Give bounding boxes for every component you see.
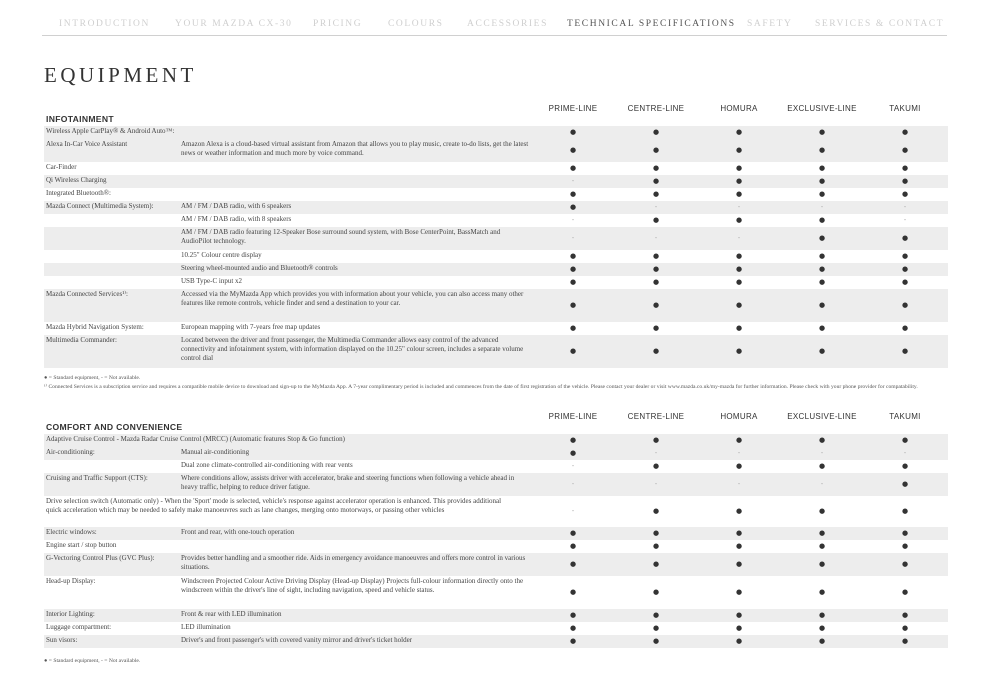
- row-description: AM / FM / DAB radio featuring 12-Speaker Bose surround sound system, with Bose CenterPoint, BassMatch and AudioPilot technology.: [181, 228, 501, 245]
- not-available-mark: -: [737, 233, 741, 242]
- table-row: [44, 635, 948, 648]
- infotainment-footnote: ¹⁾ Connected Services is a subscription service and requires a compatible mobile device to download and sign-up to the MyMazda App. A 7-year complimentary period is included and commences from the date of first registration of the vehicle. Please contact your dealer or visit www.mazda.co.uk/my-mazda for further information. Please check with your phone provider for compatability.: [44, 384, 918, 390]
- standard-mark: ●: [818, 323, 826, 332]
- nav-tab-introduction[interactable]: INTRODUCTION: [59, 19, 150, 29]
- table-row: [44, 322, 948, 335]
- not-available-mark: -: [571, 506, 575, 515]
- row-description: Steering wheel-mounted audio and Bluetooth® controls: [181, 264, 338, 272]
- standard-mark: ●: [652, 528, 660, 537]
- grade-header-takumi: TAKUMI: [889, 412, 921, 421]
- standard-mark: ●: [569, 189, 577, 198]
- standard-mark: ●: [901, 323, 909, 332]
- standard-mark: ●: [901, 264, 909, 273]
- standard-mark: ●: [652, 163, 660, 172]
- standard-mark: ●: [901, 163, 909, 172]
- row-label: Engine start / stop button: [46, 541, 117, 549]
- standard-mark: ●: [569, 163, 577, 172]
- page-title: EQUIPMENT: [44, 63, 197, 87]
- standard-mark: ●: [818, 127, 826, 136]
- nav-tab-your-mazda-cx-30[interactable]: YOUR MAZDA CX-30: [175, 19, 293, 29]
- row-label: Interior Lighting:: [46, 610, 95, 618]
- table-row: [44, 214, 948, 227]
- standard-mark: ●: [735, 587, 743, 596]
- standard-mark: ●: [901, 145, 909, 154]
- standard-mark: ●: [818, 145, 826, 154]
- standard-mark: ●: [652, 323, 660, 332]
- not-available-mark: -: [903, 215, 907, 224]
- standard-mark: ●: [652, 435, 660, 444]
- row-description: Windscreen Projected Colour Active Driving Display (Head-up Display) Projects full-colour information directly onto the windscreen within the driver's line of sight, including navigation, speed and vehicle status.: [181, 577, 524, 594]
- standard-mark: ●: [735, 163, 743, 172]
- not-available-mark: -: [903, 448, 907, 457]
- grade-header-homura: HOMURA: [720, 104, 758, 113]
- row-label: Multimedia Commander:: [46, 336, 117, 344]
- standard-mark: ●: [652, 127, 660, 136]
- not-available-mark: -: [571, 233, 575, 242]
- table-row: [44, 276, 948, 289]
- row-label: Drive selection switch (Automatic only) - When the 'Sport' mode is selected, vehicle's response against accelerator operation is enhanced. This provides additional quick acceleration which may be needed to safely make manoeuvres such as lane changes, merging onto motorways, or passing other vehicles: [46, 497, 502, 514]
- row-description: Amazon Alexa is a cloud-based virtual assistant from Amazon that allows you to play music, create to-do lists, get the latest news or weather information and much more by voice command.: [181, 140, 529, 157]
- standard-mark: ●: [569, 623, 577, 632]
- standard-mark: ●: [818, 251, 826, 260]
- standard-mark: ●: [569, 127, 577, 136]
- table-row: [44, 473, 948, 496]
- grade-header-homura: HOMURA: [720, 412, 758, 421]
- infotainment-section: [44, 104, 948, 394]
- row-description: USB Type-C input x2: [181, 277, 243, 285]
- standard-mark: ●: [652, 264, 660, 273]
- not-available-mark: -: [820, 479, 824, 488]
- row-label: Mazda Connect (Multimedia System):: [46, 202, 154, 210]
- row-label: Integrated Bluetooth®:: [46, 189, 111, 197]
- standard-mark: ●: [818, 636, 826, 645]
- standard-mark: ●: [818, 541, 826, 550]
- standard-mark: ●: [818, 587, 826, 596]
- row-label: Alexa In-Car Voice Assistant: [46, 140, 128, 148]
- row-description: European mapping with 7-years free map updates: [181, 323, 321, 331]
- comfort-section: [44, 412, 948, 652]
- standard-mark: ●: [652, 251, 660, 260]
- row-description: Driver's and front passenger's with covered vanity mirror and driver's ticket holder: [181, 636, 413, 644]
- standard-mark: ●: [818, 163, 826, 172]
- nav-tab-services-contact[interactable]: SERVICES & CONTACT: [815, 19, 945, 29]
- standard-mark: ●: [901, 610, 909, 619]
- standard-mark: ●: [569, 202, 577, 211]
- table-row: [44, 496, 948, 527]
- standard-mark: ●: [901, 559, 909, 568]
- standard-mark: ●: [818, 300, 826, 309]
- standard-mark: ●: [735, 636, 743, 645]
- standard-mark: ●: [818, 528, 826, 537]
- standard-mark: ●: [901, 636, 909, 645]
- grade-header-prime-line: PRIME-LINE: [548, 104, 598, 113]
- not-available-mark: -: [571, 215, 575, 224]
- standard-mark: ●: [735, 145, 743, 154]
- standard-mark: ●: [735, 528, 743, 537]
- standard-mark: ●: [652, 636, 660, 645]
- not-available-mark: -: [820, 202, 824, 211]
- standard-mark: ●: [569, 587, 577, 596]
- row-label: Mazda Hybrid Navigation System:: [46, 323, 144, 331]
- standard-mark: ●: [735, 435, 743, 444]
- not-available-mark: -: [654, 479, 658, 488]
- standard-mark: ●: [652, 215, 660, 224]
- standard-mark: ●: [901, 300, 909, 309]
- standard-mark: ●: [818, 215, 826, 224]
- standard-mark: ●: [569, 610, 577, 619]
- standard-mark: ●: [735, 346, 743, 355]
- standard-mark: ●: [818, 346, 826, 355]
- standard-mark: ●: [901, 587, 909, 596]
- table-row: [44, 250, 948, 263]
- standard-mark: ●: [735, 215, 743, 224]
- row-label: Adaptive Cruise Control - Mazda Radar Cruise Control (MRCC) (Automatic features Stop & Go function): [46, 435, 346, 443]
- not-available-mark: -: [737, 202, 741, 211]
- standard-mark: ●: [569, 300, 577, 309]
- standard-mark: ●: [901, 623, 909, 632]
- table-row: [44, 434, 948, 447]
- row-label: Electric windows:: [46, 528, 97, 536]
- grade-header-centre-line: CENTRE-LINE: [627, 412, 685, 421]
- table-row: [44, 139, 948, 162]
- row-label: Mazda Connected Services¹⁾:: [46, 290, 128, 298]
- standard-mark: ●: [818, 189, 826, 198]
- table-row: [44, 460, 948, 473]
- standard-mark: ●: [901, 541, 909, 550]
- standard-mark: ●: [569, 277, 577, 286]
- standard-mark: ●: [818, 176, 826, 185]
- table-row: [44, 540, 948, 553]
- not-available-mark: -: [903, 202, 907, 211]
- table-row: [44, 609, 948, 622]
- standard-mark: ●: [901, 506, 909, 515]
- row-description: LED illumination: [181, 623, 231, 631]
- table-row: [44, 289, 948, 322]
- standard-mark: ●: [901, 127, 909, 136]
- not-available-mark: -: [654, 448, 658, 457]
- standard-mark: ●: [569, 448, 577, 457]
- not-available-mark: -: [654, 233, 658, 242]
- grade-header-takumi: TAKUMI: [889, 104, 921, 113]
- not-available-mark: -: [571, 461, 575, 470]
- not-available-mark: -: [654, 202, 658, 211]
- table-row: [44, 126, 948, 139]
- not-available-mark: -: [737, 448, 741, 457]
- standard-mark: ●: [569, 145, 577, 154]
- nav-tab-pricing[interactable]: PRICING: [313, 19, 363, 29]
- nav-tab-accessories[interactable]: ACCESSORIES: [467, 19, 548, 29]
- row-description: Accessed via the MyMazda App which provides you with information about your vehicle, you can also access many other features like remote controls, vehicle finder and send a destination to your car.: [181, 290, 524, 307]
- standard-mark: ●: [735, 610, 743, 619]
- table-row: [44, 188, 948, 201]
- standard-mark: ●: [818, 461, 826, 470]
- standard-mark: ●: [735, 300, 743, 309]
- standard-mark: ●: [569, 346, 577, 355]
- row-description: Front and rear, with one-touch operation: [181, 528, 295, 536]
- row-description: Dual zone climate-controlled air-conditioning with rear vents: [181, 461, 353, 469]
- row-description: AM / FM / DAB radio, with 8 speakers: [181, 215, 292, 223]
- standard-mark: ●: [569, 323, 577, 332]
- nav-tab-technical-specifications[interactable]: TECHNICAL SPECIFICATIONS: [567, 19, 736, 29]
- standard-mark: ●: [652, 587, 660, 596]
- standard-mark: ●: [569, 435, 577, 444]
- standard-mark: ●: [652, 277, 660, 286]
- standard-mark: ●: [652, 623, 660, 632]
- standard-mark: ●: [735, 251, 743, 260]
- row-label: Wireless Apple CarPlay® & Android Auto™:: [46, 127, 175, 135]
- standard-mark: ●: [652, 300, 660, 309]
- standard-mark: ●: [901, 233, 909, 242]
- standard-mark: ●: [569, 264, 577, 273]
- standard-mark: ●: [901, 435, 909, 444]
- not-available-mark: -: [737, 479, 741, 488]
- standard-mark: ●: [569, 541, 577, 550]
- table-row: [44, 263, 948, 276]
- row-description: Where conditions allow, assists driver with accelerator, brake and steering functions when following a vehicle ahead in heavy traffic, helping to reduce driver fatigue.: [181, 474, 515, 491]
- row-description: Manual air-conditioning: [181, 448, 250, 456]
- standard-mark: ●: [818, 435, 826, 444]
- standard-mark: ●: [735, 127, 743, 136]
- table-row: [44, 175, 948, 188]
- top-navigation: [42, 15, 947, 36]
- row-label: Qi Wireless Charging: [46, 176, 107, 184]
- not-available-mark: -: [571, 479, 575, 488]
- infotainment-footnote: ● = Standard equipment, - = Not available.: [44, 375, 141, 381]
- standard-mark: ●: [901, 479, 909, 488]
- standard-mark: ●: [569, 251, 577, 260]
- table-row: [44, 201, 948, 214]
- standard-mark: ●: [735, 264, 743, 273]
- nav-tab-safety[interactable]: SAFETY: [747, 19, 793, 29]
- standard-mark: ●: [652, 541, 660, 550]
- standard-mark: ●: [652, 610, 660, 619]
- standard-mark: ●: [735, 506, 743, 515]
- nav-tab-colours[interactable]: COLOURS: [388, 19, 444, 29]
- row-description: Provides better handling and a smoother ride. Aids in emergency avoidance manoeuvres and offers more control in various situations.: [181, 554, 526, 571]
- standard-mark: ●: [901, 528, 909, 537]
- grade-header-exclusive-line: EXCLUSIVE-LINE: [787, 104, 857, 113]
- standard-mark: ●: [818, 277, 826, 286]
- standard-mark: ●: [735, 277, 743, 286]
- table-row: [44, 447, 948, 460]
- comfort-footnote: ● = Standard equipment, - = Not available.: [44, 658, 141, 664]
- standard-mark: ●: [818, 623, 826, 632]
- table-row: [44, 527, 948, 540]
- standard-mark: ●: [652, 346, 660, 355]
- standard-mark: ●: [735, 189, 743, 198]
- standard-mark: ●: [818, 559, 826, 568]
- standard-mark: ●: [652, 145, 660, 154]
- standard-mark: ●: [652, 461, 660, 470]
- standard-mark: ●: [901, 189, 909, 198]
- row-label: Car-Finder: [46, 163, 77, 171]
- grade-header-centre-line: CENTRE-LINE: [627, 104, 685, 113]
- row-description: AM / FM / DAB radio, with 6 speakers: [181, 202, 292, 210]
- standard-mark: ●: [569, 636, 577, 645]
- standard-mark: ●: [901, 251, 909, 260]
- table-row: [44, 162, 948, 175]
- comfort-title: COMFORT AND CONVENIENCE: [46, 422, 183, 432]
- not-available-mark: -: [571, 176, 575, 185]
- row-label: Head-up Display:: [46, 577, 96, 585]
- row-label: Luggage compartment:: [46, 623, 112, 631]
- standard-mark: ●: [901, 176, 909, 185]
- standard-mark: ●: [735, 541, 743, 550]
- row-description: Front & rear with LED illumination: [181, 610, 282, 618]
- table-row: [44, 227, 948, 250]
- table-row: [44, 553, 948, 576]
- row-label: G-Vectoring Control Plus (GVC Plus):: [46, 554, 155, 562]
- table-row: [44, 576, 948, 609]
- grade-header-exclusive-line: EXCLUSIVE-LINE: [787, 412, 857, 421]
- table-row: [44, 335, 948, 368]
- standard-mark: ●: [818, 233, 826, 242]
- standard-mark: ●: [901, 277, 909, 286]
- standard-mark: ●: [901, 346, 909, 355]
- row-description: 10.25" Colour centre display: [181, 251, 262, 259]
- standard-mark: ●: [735, 461, 743, 470]
- grade-header-prime-line: PRIME-LINE: [548, 412, 598, 421]
- standard-mark: ●: [901, 461, 909, 470]
- standard-mark: ●: [652, 189, 660, 198]
- table-row: [44, 622, 948, 635]
- row-label: Cruising and Traffic Support (CTS):: [46, 474, 148, 482]
- standard-mark: ●: [735, 623, 743, 632]
- row-label: Sun visors:: [46, 636, 78, 644]
- standard-mark: ●: [652, 559, 660, 568]
- standard-mark: ●: [569, 559, 577, 568]
- row-description: Located between the driver and front passenger, the Multimedia Commander allows easy control of the advanced connectivity and infotainment system, with information displayed on the 10.25" colour screen, includes a separate volume control dial: [181, 336, 524, 362]
- standard-mark: ●: [569, 528, 577, 537]
- not-available-mark: -: [820, 448, 824, 457]
- standard-mark: ●: [735, 176, 743, 185]
- standard-mark: ●: [818, 506, 826, 515]
- row-label: Air-conditioning:: [46, 448, 95, 456]
- standard-mark: ●: [735, 559, 743, 568]
- standard-mark: ●: [818, 264, 826, 273]
- standard-mark: ●: [735, 323, 743, 332]
- standard-mark: ●: [652, 506, 660, 515]
- standard-mark: ●: [818, 610, 826, 619]
- infotainment-title: INFOTAINMENT: [46, 114, 114, 124]
- standard-mark: ●: [652, 176, 660, 185]
